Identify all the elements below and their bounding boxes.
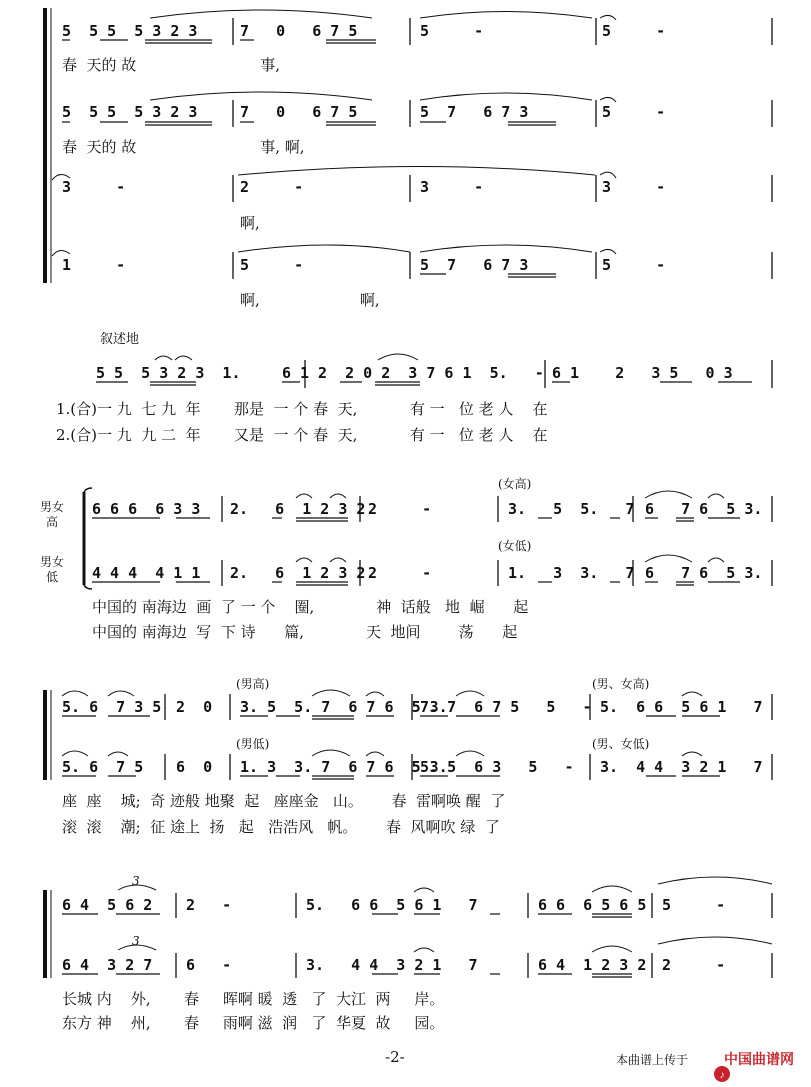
notes-s1-p2-m2: 7 0 6 7 5	[240, 103, 358, 121]
notes-s5-u2: 2 -	[186, 896, 232, 914]
mark-mixed-high: (男、女高)	[592, 677, 650, 691]
lyric-s1-p3: 啊,	[240, 214, 260, 232]
notes-s5-u1: 6 4 5 6 2	[62, 896, 153, 914]
notes-s1-p3-m2: 2 -	[240, 178, 304, 196]
mark-male-low: (男低)	[236, 737, 270, 751]
notes-s1-p3-m1: 3 -	[62, 178, 126, 196]
notes-s1-p1-m4: 5 -	[602, 22, 666, 40]
notes-s1-p4-m4: 5 -	[602, 256, 666, 274]
notes-s4-u1: 5. 6 7 3 5	[62, 698, 162, 716]
verse2-s5: 东方 神 州, 春 雨啊 滋 润 了 华夏 故 园。	[62, 1014, 445, 1032]
notes-s4-u2: 2 0	[176, 698, 213, 716]
notes-s2-m2: 2 2 0 2 3 7 6 1 5. -	[318, 364, 544, 382]
notes-s1-p4-m3: 5 7 6 7 3	[420, 256, 529, 274]
notes-s4-l2: 6 0	[176, 758, 213, 776]
notes-s5-l1: 6 4 3 2 7	[62, 956, 153, 974]
mark-mixed-low: (男、女低)	[592, 737, 650, 751]
verse1-s2: 1.(合)一 九 七 九 年 那是 一 个 春 天, 有 一 位 老 人 在	[56, 400, 548, 418]
notes-s3-u3: 2 -	[368, 500, 432, 518]
notes-s3-u4: 3. 5 5. 7	[508, 500, 635, 518]
page-number: -2-	[385, 1048, 405, 1066]
notes-s5-u3: 5. 6 6 5 6 1 7	[306, 896, 478, 914]
triplet-mark-lower: 3	[132, 934, 140, 948]
notes-s5-l2: 6 -	[186, 956, 232, 974]
lyric-s1-p2: 春 天的 故 事, 啊,	[62, 138, 305, 156]
mark-female-low: (女低)	[498, 539, 532, 553]
notes-s4-l1: 5. 6 7 5	[62, 758, 144, 776]
notes-s3-u5: 6 7 6 5 3.	[645, 500, 763, 518]
notes-s3-u2: 2. 6 1 2 3 2	[230, 500, 366, 518]
lyric-s1-p1: 春 天的 故 事,	[62, 56, 281, 74]
notes-s3-u1: 6 6 6 6 3 3	[92, 500, 201, 518]
notes-s1-p4-m1: 1 -	[62, 256, 126, 274]
logo-icon	[702, 1049, 725, 1081]
notes-s1-p2-m4: 5 -	[602, 103, 666, 121]
footer-credit: 本曲谱上传于	[616, 1053, 689, 1067]
verse2-s2: 2.(合)一 九 九 二 年 又是 一 个 春 天, 有 一 位 老 人 在	[56, 426, 548, 444]
site-logo-text[interactable]: 中国曲谱网	[724, 1051, 794, 1067]
notes-s1-p1-m3: 5 -	[420, 22, 484, 40]
triplet-mark-upper: 3	[132, 874, 140, 888]
notes-s4-u5: 5. 6 6 5 6 1 7	[600, 698, 763, 716]
verse2-s3: 中国的 南海边 写 下 诗 篇, 天 地间 荡 起	[92, 623, 518, 641]
label-low-voices: 男女 低	[40, 555, 65, 584]
notes-s1-p1-m1: 5 5 5 5 3 2 3	[62, 22, 198, 40]
svg-text:♪: ♪	[719, 1070, 725, 1081]
notes-s3-l5: 6 7 6 5 3.	[645, 564, 763, 582]
verse1-s4: 座 座 城; 奇 迹般 地聚 起 座座金 山。 春 雷啊唤 醒 了	[62, 792, 506, 810]
notes-s1-p3-m3: 3 -	[420, 178, 484, 196]
notes-s3-l1: 4 4 4 4 1 1	[92, 564, 201, 582]
verse1-s5: 长城 内 外, 春 晖啊 暖 透 了 大江 两 岸。	[62, 990, 445, 1008]
notes-s4-u4: 7. 7 6 7 5 5 -	[420, 698, 592, 716]
notes-s1-p3-m4: 3 -	[602, 178, 666, 196]
lyric-s1-p4: 啊, 啊,	[240, 291, 380, 309]
verse1-s3: 中国的 南海边 画 了 一 个 圈, 神 话般 地 崛 起	[92, 598, 529, 616]
notes-s5-u5: 5 -	[662, 896, 726, 914]
notes-s3-l4: 1. 3 3. 7	[508, 564, 635, 582]
notes-s2-m1b: 6 1	[282, 364, 310, 382]
notes-s1-p4-m2: 5 -	[240, 256, 304, 274]
notes-s3-l3: 2 -	[368, 564, 432, 582]
notes-s5-u4: 6 6 6 5 6 5	[538, 896, 647, 914]
tempo-marking: 叙述地	[100, 332, 140, 347]
mark-female-high: (女高)	[498, 477, 532, 491]
notes-s2-m3: 6 1 2 3 5 0 3	[552, 364, 733, 382]
notes-s1-p2-m1: 5 5 5 5 3 2 3	[62, 103, 198, 121]
notes-s4-l3: 1. 3 3. 7 6 7 6 5 3.	[240, 758, 448, 776]
notes-s3-l2: 2. 6 1 2 3 2	[230, 564, 366, 582]
verse2-s4: 滚 滚 潮; 征 途上 扬 起 浩浩风 帆。 春 风啊吹 绿 了	[62, 818, 500, 836]
notes-s5-l5: 2 -	[662, 956, 726, 974]
notes-s5-l3: 3. 4 4 3 2 1 7	[306, 956, 478, 974]
mark-male-high: (男高)	[236, 677, 270, 691]
notes-s4-l5: 3. 4 4 3 2 1 7	[600, 758, 763, 776]
notes-s1-p2-m3: 5 7 6 7 3	[420, 103, 529, 121]
notes-s1-p1-m2: 7 0 6 7 5	[240, 22, 358, 40]
label-high-voices: 男女 高	[40, 500, 65, 529]
notes-s5-l4: 6 4 1 2 3 2	[538, 956, 647, 974]
notes-s4-l4: 5. 5 6 3 5 -	[420, 758, 574, 776]
notes-s2-m1: 5 5 5 3 2 3 1.	[96, 364, 241, 382]
notes-s4-u3: 3. 5 5. 7 6 7 6 5 3.	[240, 698, 448, 716]
